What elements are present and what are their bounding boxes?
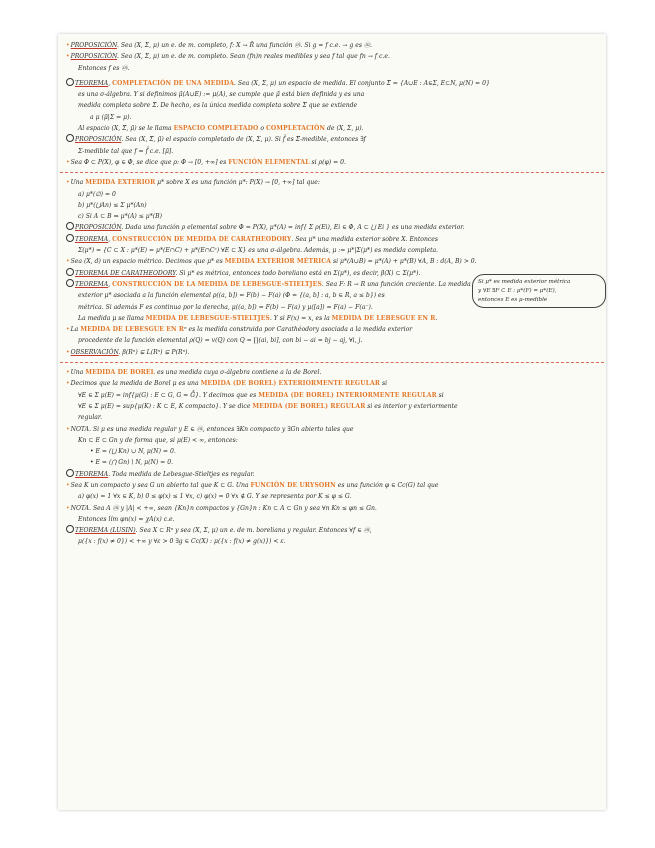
note-text: a μ (μ̃|Σ = μ). bbox=[90, 113, 132, 121]
note-line bbox=[66, 435, 598, 446]
note-text: a) μ*(∅) = 0 bbox=[78, 190, 116, 198]
note-text: Sea K un compacto y sea G un abierto tal que K ⊂ G. Una FUNCIÓN DE URYSOHN es una función φ ∈ Cc(G) tal que bbox=[70, 481, 439, 489]
note-text: PROPOSICIÓN. Sea (X, Σ, μ) un e. de m. completo. Sean (fn)n reales medibles y sea f tal que fn → f c.e. bbox=[70, 53, 390, 61]
bullet-icon: • bbox=[66, 425, 70, 433]
note-text: exterior μ* asociada a la función elemental ρ((a, b]) = F(b) − F(a) (Φ = {(a, b] : a, b ∈ R, a ≤ b}) es bbox=[78, 292, 385, 300]
note-text: La medida μ se llama MEDIDA DE LEBESGUE-STIELTJES. Y si F(x) = x, es la MEDIDA DE LEBESGUE EN R. bbox=[78, 314, 438, 322]
bullet-icon: • bbox=[66, 258, 70, 266]
bullet-icon: • bbox=[66, 481, 70, 489]
note-line bbox=[66, 313, 598, 324]
note-text: ∀E ∈ Σ μ(E) = inf{μ(G) : E ⊂ G, G = G̊}. Y decimos que es MEDIDA (DE BOREL) INTERIORMENTE REGULAR si bbox=[78, 391, 444, 399]
note-line bbox=[66, 177, 598, 188]
note-line bbox=[66, 78, 598, 89]
note-text: μ({x : f(x) ≠ 0}) < +∞ y ∀ε > 0 ∃g ∈ Cc(X) : μ({x : f(x) ≠ g(x)}) < ε. bbox=[78, 538, 286, 546]
note-line bbox=[66, 89, 598, 100]
note-text: Entonces f es ⓜ. bbox=[78, 64, 130, 72]
note-text: es una σ-álgebra. Y si definimos μ̃(A∪E) := μ(A), se cumple que μ̃ está bien definida y es una bbox=[78, 91, 365, 99]
note-text: • E = (⋃ Kn) ∪ N, μ(N) = 0. bbox=[90, 448, 176, 456]
note-text: Σ-medible tal que f = f̃ c.e. [μ̃]. bbox=[78, 147, 174, 155]
note-line bbox=[66, 514, 598, 525]
note-text: métrica. Si además F es continua por la derecha, μ((a, b]) = F(b) − F(a) y μ([a]) = F(a) − F(a⁻). bbox=[78, 303, 373, 311]
note-text: Decimos que la medida de Borel μ es una MEDIDA (DE BOREL) EXTERIORMENTE REGULAR si bbox=[70, 380, 388, 388]
theorem-circle-icon bbox=[66, 134, 74, 142]
note-line bbox=[66, 390, 598, 401]
note-text: TEOREMA DE CARATHEODORY. Si μ* es métrica, entonces todo boreliano está en Σ(μ*), es decir, β(X) ⊂ Σ(μ*). bbox=[75, 269, 421, 277]
note-text: Una MEDIDA DE BOREL es una medida cuya σ-álgebra contiene a la de Borel. bbox=[70, 369, 322, 377]
note-line: entonces E es μ-medible bbox=[478, 296, 548, 303]
note-text: TEOREMA, CONSTRUCCIÓN DE LA MEDIDA DE LEBESGUE-STIELTJES. Sea F: R → R una función creciente. La medida bbox=[75, 280, 471, 288]
theorem-circle-icon bbox=[66, 78, 74, 86]
note-line bbox=[66, 146, 598, 157]
note-text: Una MEDIDA EXTERIOR μ* sobre X es una función μ*: P(X) → [0, +∞] tal que: bbox=[70, 179, 320, 187]
bullet-icon: • bbox=[66, 179, 70, 187]
note-text: TEOREMA (LUSIN). Sea X ⊂ Rⁿ y sea (X, Σ, μ) un e. de m. boreliana y regular. Entonces ∀f ∈ ⓜ, bbox=[75, 527, 372, 535]
note-line bbox=[66, 446, 598, 457]
note-text: NOTA. Sea A ⓜ y |A| < +∞, sean {Kn}n compactos y {Gn}n : Kn ⊂ A ⊂ Gn y sea ∀n Kn ≤ φn ≤ Gn. bbox=[70, 504, 377, 512]
bullet-icon: • bbox=[66, 369, 70, 377]
note-line bbox=[66, 157, 598, 168]
note-line bbox=[66, 367, 598, 378]
note-text: • E = (⋂ Gn) \ N, μ(N) = 0. bbox=[90, 459, 174, 467]
theorem-circle-icon bbox=[66, 222, 74, 230]
note-line: y ∀E ∃F ⊂ E : μ*(F) = μ*(E), bbox=[478, 287, 557, 294]
note-line bbox=[66, 256, 598, 267]
note-text: Entonces lím φn(x) = χA(x) c.e. bbox=[78, 515, 175, 523]
note-line bbox=[66, 424, 598, 435]
note-line bbox=[66, 324, 598, 335]
bullet-icon: • bbox=[66, 348, 70, 356]
note-text: Sea Φ ⊂ P(X), φ ∈ Φ, se dice que ρ: Φ → [0, +∞] es FUNCIÓN ELEMENTAL si ρ(φ) = 0. bbox=[70, 158, 346, 166]
theorem-circle-icon bbox=[66, 525, 74, 533]
note-line bbox=[66, 40, 598, 51]
note-line bbox=[66, 112, 598, 123]
bullet-icon: • bbox=[66, 42, 70, 49]
note-text: TEOREMA. Toda medida de Lebesgue-Stieltjes es regular. bbox=[75, 470, 255, 478]
theorem-circle-icon bbox=[66, 279, 74, 287]
note-line bbox=[66, 100, 598, 111]
note-text: b) μ*(⋃An) ≤ Σ μ*(An) bbox=[78, 201, 147, 209]
note-line bbox=[66, 222, 598, 233]
note-text: Sea (X, d) un espacio métrico. Decimos que μ* es MEDIDA EXTERIOR MÉTRICA si μ*(A∪B) = μ*(A) + μ*(B) ∀A, B : d(A, B) > 0. bbox=[70, 258, 477, 266]
boxed-side-note bbox=[472, 274, 606, 308]
note-text: regular. bbox=[78, 414, 103, 422]
note-line bbox=[66, 525, 598, 536]
note-text: medida completa sobre Σ̃. De hecho, es la única medida completa sobre Σ̃ que se extiende bbox=[78, 102, 358, 110]
note-line bbox=[66, 134, 598, 145]
note-text: c) Si A ⊂ B ⇒ μ*(A) ≤ μ*(B) bbox=[78, 213, 163, 221]
note-text: Al espacio (X, Σ̃, μ̃) se le llama ESPACIO COMPLETADO o COMPLETACIÓN de (X, Σ, μ). bbox=[78, 125, 364, 133]
note-text: Kn ⊂ E ⊂ Gn y de forma que, si μ(E) < ∞, entonces: bbox=[78, 436, 238, 444]
note-line bbox=[66, 234, 598, 245]
note-line bbox=[66, 491, 598, 502]
note-text: TEOREMA, COMPLETACIÓN DE UNA MEDIDA. Sea (X, Σ, μ) un espacio de medida. El conjunto Σ̃ = {A∪E : A∈Σ, E⊂N, μ(N) = 0} bbox=[75, 79, 490, 87]
note-line bbox=[66, 189, 598, 200]
bullet-icon: • bbox=[66, 158, 70, 166]
bullet-icon: • bbox=[66, 504, 70, 512]
theorem-circle-icon bbox=[66, 234, 74, 242]
bullet-icon: • bbox=[66, 380, 70, 388]
note-text: a) φ(x) = 1 ∀x ∈ K, b) 0 ≤ φ(x) ≤ 1 ∀x, c) φ(x) = 0 ∀x ∉ G. Y se representa por K ≤ φ ≤ G. bbox=[78, 493, 352, 501]
note-text: procedente de la función elemental ρ(Q) = v(Q) con Q = ∏(ai, bi], con bi − ai = bj − aj, ∀i, j. bbox=[78, 337, 363, 345]
note-line bbox=[66, 335, 598, 346]
note-line bbox=[66, 211, 598, 222]
bullet-icon: • bbox=[66, 53, 70, 61]
note-line bbox=[66, 200, 598, 211]
note-line bbox=[66, 503, 598, 514]
notebook-page bbox=[58, 34, 606, 810]
note-text: PROPOSICIÓN. Dada una función ρ elemental sobre Φ = P(X), μ*(A) = inf{ Σ ρ(Ei), Ei ∈ Φ, A ⊂ ⋃ Ei } es una medida exterior. bbox=[75, 224, 465, 232]
note-line: Si μ* es medida exterior métrica bbox=[478, 279, 571, 285]
note-text: PROPOSICIÓN. Sea (X, Σ̃, μ̃) el espacio completado de (X, Σ, μ). Si f̃ es Σ̃-medible, entonces ∃f bbox=[75, 136, 366, 144]
note-line bbox=[66, 245, 598, 256]
note-text: Σ(μ*) = {C ⊂ X : μ*(E) = μ*(E∩C) + μ*(E∩Cᶜ) ∀E ⊂ X} es una σ-álgebra. Además, μ := μ*|Σ(μ*) es medida completa. bbox=[78, 247, 439, 255]
note-text: La MEDIDA DE LEBESGUE EN Rⁿ es la medida construida por Carathéodory asociada a la medida exterior bbox=[70, 326, 413, 334]
note-line bbox=[66, 412, 598, 423]
theorem-circle-icon bbox=[66, 469, 74, 477]
note-text: ∀E ∈ Σ μ(E) = sup{μ(K) : K ⊂ E, K compacto}. Y se dice MEDIDA (DE BOREL) REGULAR si es interior y exteriormente bbox=[78, 402, 458, 410]
note-text: NOTA. Si μ es una medida regular y E ∈ ⓜ, entonces ∃Kn compacto y ∃Gn abierto tales que bbox=[70, 425, 354, 433]
theorem-circle-icon bbox=[66, 268, 74, 276]
note-line bbox=[66, 536, 598, 547]
bullet-icon: • bbox=[66, 326, 70, 334]
note-line bbox=[66, 347, 598, 358]
dashed-divider bbox=[60, 172, 604, 173]
note-line bbox=[66, 51, 598, 62]
note-line bbox=[66, 401, 598, 412]
note-line bbox=[66, 123, 598, 134]
note-line bbox=[66, 378, 598, 389]
dashed-divider bbox=[60, 362, 604, 363]
note-text: PROPOSICIÓN. Sea (X, Σ, μ) un e. de m. completo, f: X → R̄ una función ⓜ. Si g = f c.e. → g es ⓜ. bbox=[70, 42, 372, 49]
note-text: TEOREMA, CONSTRUCCIÓN DE MEDIDA DE CARATHEODORY. Sea μ* una medida exterior sobre X. Entonces bbox=[75, 235, 439, 243]
note-line bbox=[66, 457, 598, 468]
note-text: OBSERVACIÓN. β(Rⁿ) ⊊ L(Rⁿ) ⊊ P(Rⁿ). bbox=[70, 348, 190, 356]
note-line bbox=[66, 480, 598, 491]
note-line bbox=[66, 469, 598, 480]
note-line bbox=[66, 63, 598, 74]
